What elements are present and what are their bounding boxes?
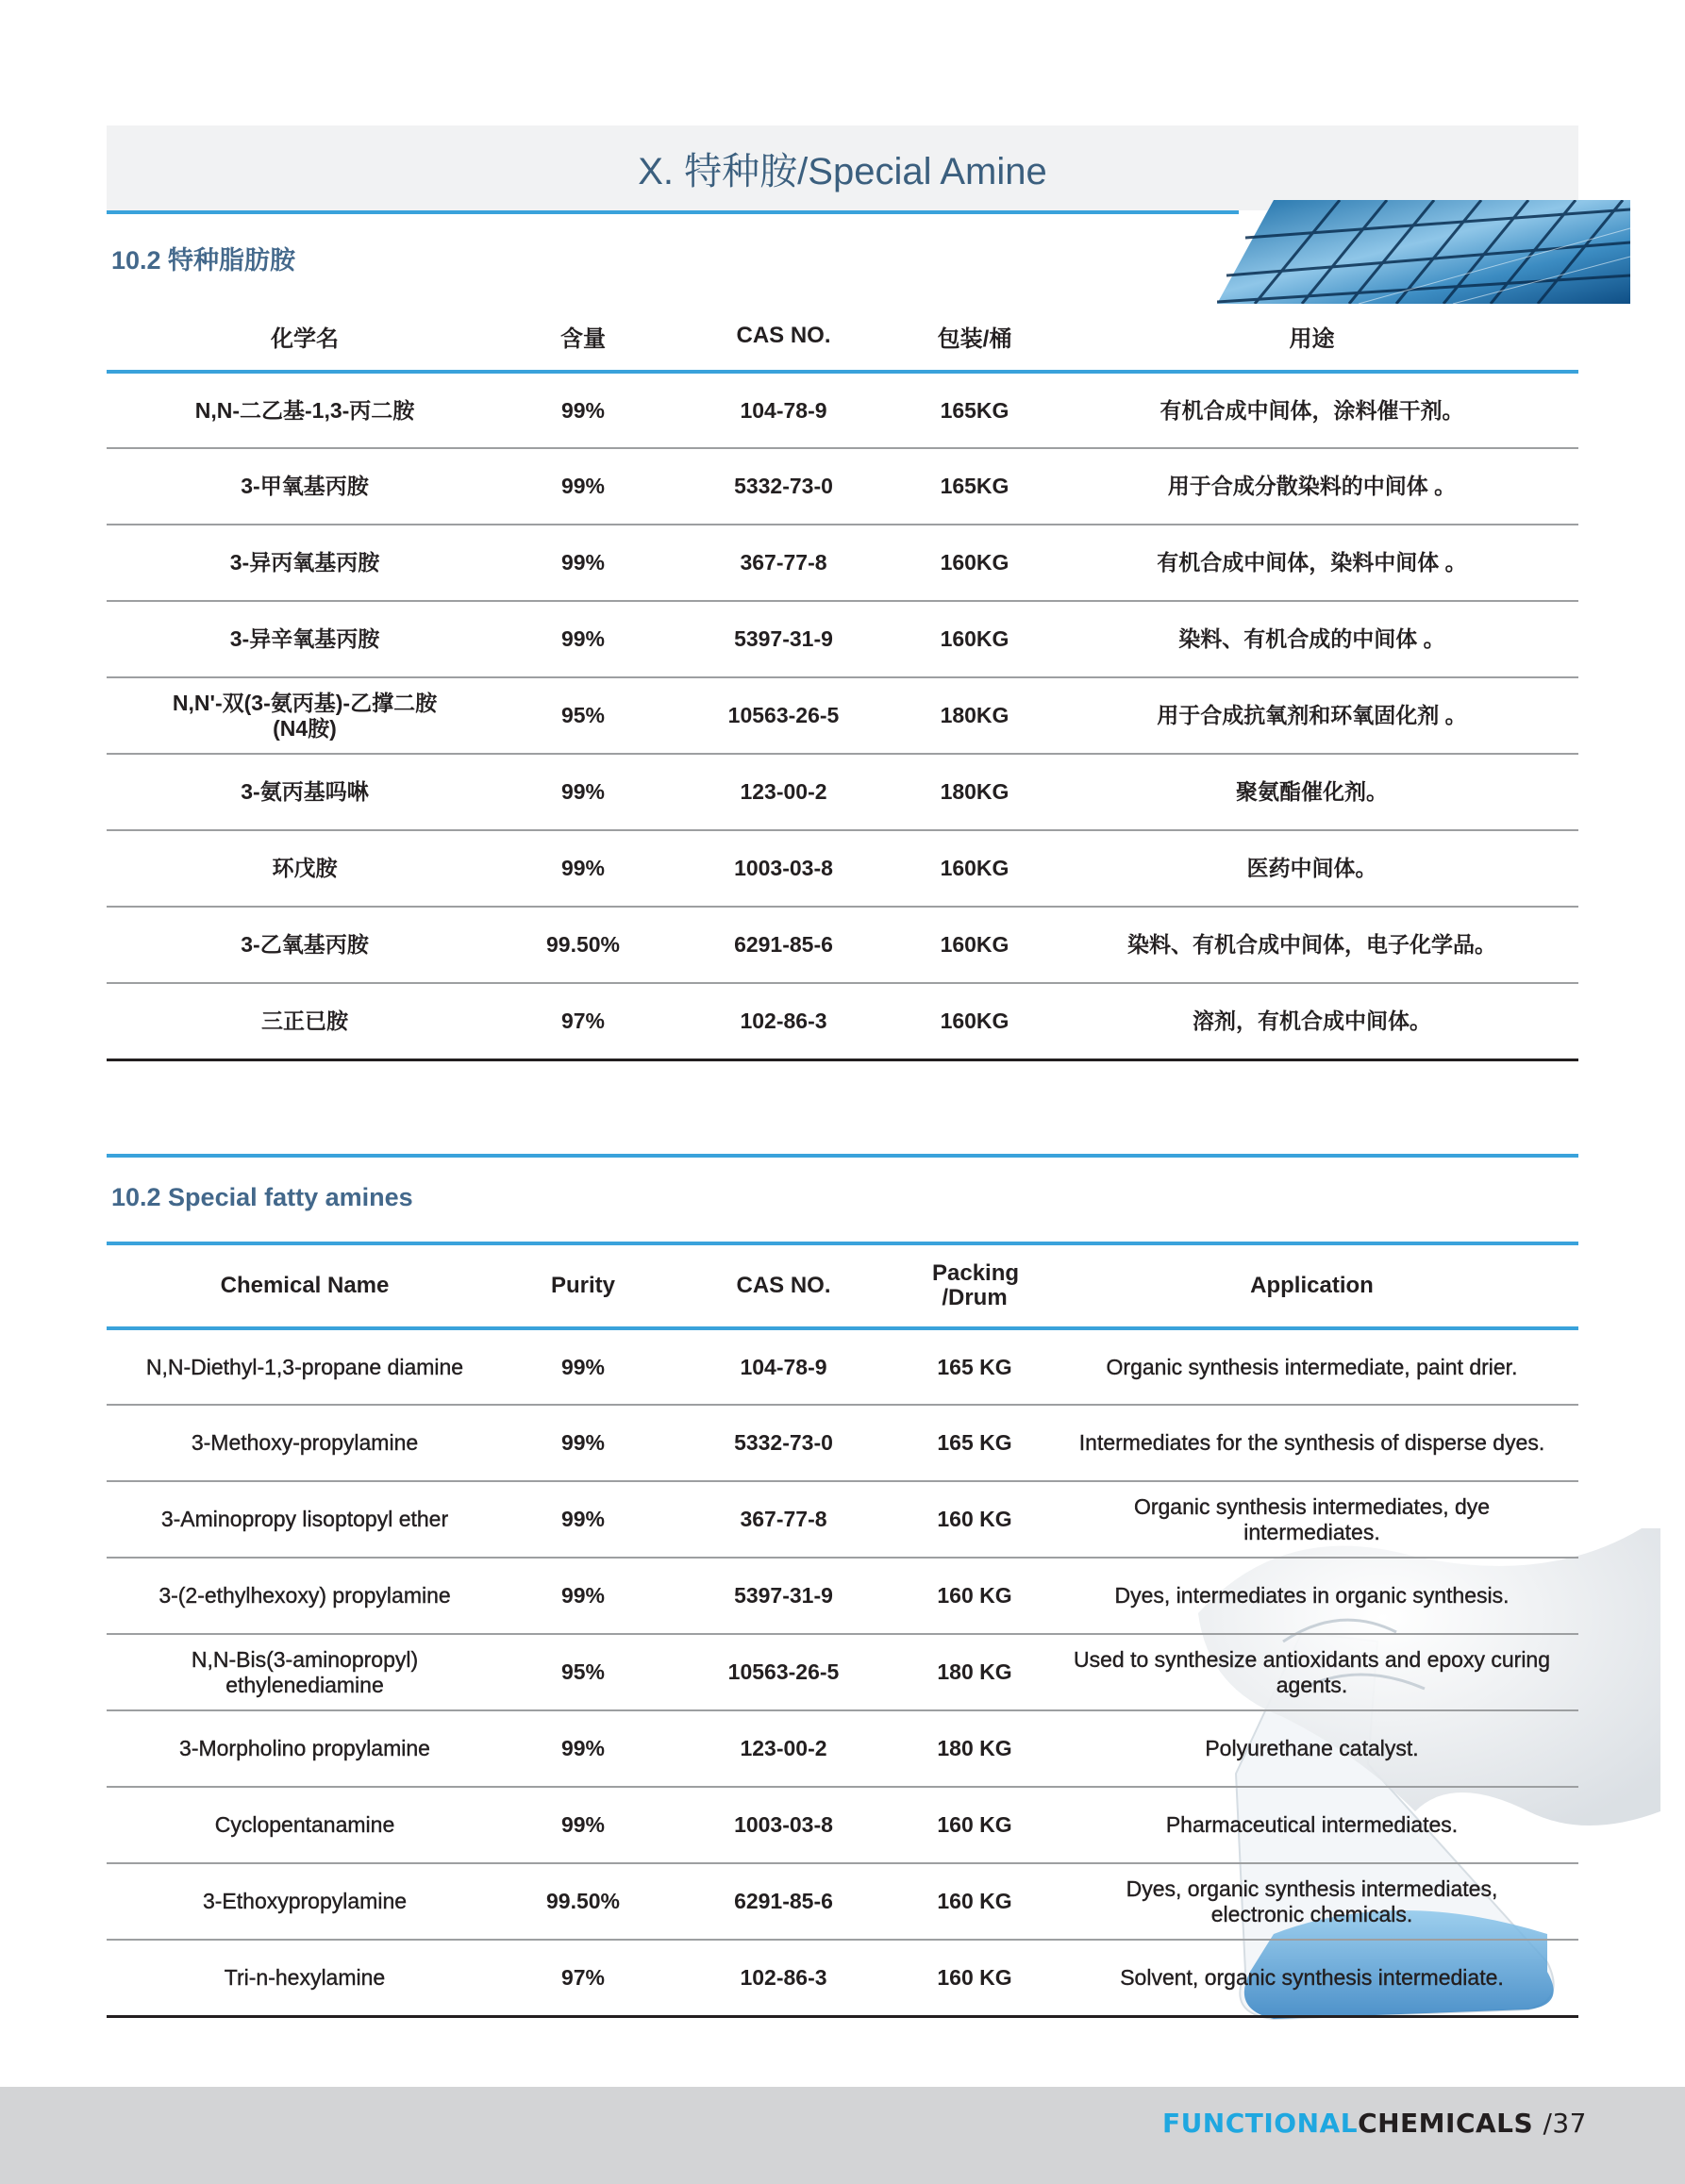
cell-cas: 5397-31-9	[734, 1583, 833, 1608]
cell-name: 3-(2-ethylhexoxy) propylamine	[158, 1583, 451, 1608]
footer-brand	[1162, 2108, 1587, 2139]
cell-name: 环戊胺	[272, 856, 338, 880]
cell-purity: 99%	[560, 1812, 606, 1837]
glass-building-image	[1217, 200, 1630, 304]
cell-application: 医药中间体。	[1246, 856, 1377, 880]
cell-cas: 10563-26-5	[727, 1659, 840, 1684]
section-heading-en: 10.2 Special fatty amines	[111, 1183, 413, 1211]
table-header-row	[107, 1245, 1578, 1328]
page-footer	[0, 2087, 1685, 2184]
page-title: X. 特种胺/Special Amine	[638, 150, 1047, 192]
cell-purity: 99%	[560, 626, 606, 651]
cell-application: 有机合成中间体，涂料催干剂。	[1159, 397, 1464, 423]
cell-application: Intermediates for the synthesis of disperse dyes.	[1078, 1430, 1545, 1455]
table-header-row	[107, 302, 1578, 372]
cell-purity: 99%	[560, 550, 606, 575]
cell-name: N,N'-双(3-氨丙基)-乙撑二胺 (N4胺)	[172, 690, 438, 741]
cell-cas: 367-77-8	[740, 550, 827, 575]
cell-purity: 99%	[560, 1736, 606, 1760]
table-row	[107, 372, 1578, 448]
cell-application: Solvent, organic synthesis intermediate.	[1120, 1964, 1504, 1990]
cell-packing: 160KG	[940, 550, 1009, 575]
cell-cas: 6291-85-6	[734, 932, 833, 957]
cell-purity: 95%	[560, 1659, 606, 1684]
cell-name: 3-异丙氧基丙胺	[229, 550, 380, 575]
col-header-purity: Purity	[550, 1273, 615, 1298]
cell-packing: 180KG	[940, 779, 1009, 804]
cell-name: 3-异辛氧基丙胺	[229, 626, 380, 651]
cell-application: 溶剂，有机合成中间体。	[1193, 1008, 1431, 1033]
cell-packing: 165 KG	[937, 1354, 1012, 1379]
cell-purity: 99%	[560, 1354, 606, 1379]
table-row	[107, 1863, 1578, 1940]
cell-name: 3-Aminopropy lisoptopyl ether	[160, 1507, 449, 1531]
cell-name: Cyclopentanamine	[214, 1812, 395, 1837]
cell-application: 染料、有机合成的中间体 。	[1178, 626, 1445, 651]
cell-purity: 97%	[560, 1964, 606, 1990]
cell-purity: 95%	[560, 703, 606, 727]
cell-cas: 1003-03-8	[734, 856, 833, 880]
cell-name: 3-Methoxy-propylamine	[191, 1430, 419, 1455]
cell-packing: 160 KG	[937, 1889, 1012, 1913]
cell-packing: 180KG	[940, 703, 1009, 727]
table-row	[107, 677, 1578, 754]
cell-application: Used to synthesize antioxidants and epoxy curing agents.	[1073, 1646, 1551, 1697]
cell-cas: 10563-26-5	[727, 703, 840, 727]
table-row	[107, 1787, 1578, 1863]
section-divider	[107, 210, 1239, 214]
table-row	[107, 601, 1578, 677]
cell-application: Organic synthesis intermediate, paint drier.	[1106, 1354, 1518, 1379]
cell-packing: 165 KG	[937, 1430, 1012, 1455]
col-header-application: 用途	[1289, 325, 1335, 352]
cell-purity: 99.50%	[545, 932, 620, 957]
col-header-cas: CAS NO.	[736, 323, 831, 348]
cell-purity: 99.50%	[545, 1889, 620, 1913]
cell-cas: 104-78-9	[740, 397, 827, 423]
col-header-application: Application	[1250, 1273, 1374, 1298]
table-row	[107, 525, 1578, 601]
cell-packing: 160KG	[940, 932, 1009, 957]
table-row	[107, 754, 1578, 830]
brand-chemicals: CHEMICALS	[1358, 2108, 1534, 2139]
table-row	[107, 830, 1578, 907]
cell-packing: 160KG	[940, 1008, 1009, 1033]
cell-packing: 160 KG	[937, 1812, 1012, 1837]
cell-cas: 5332-73-0	[734, 474, 833, 498]
cell-name: 3-乙氧基丙胺	[241, 932, 369, 957]
table-row	[107, 1481, 1578, 1558]
cell-packing: 180 KG	[937, 1736, 1012, 1760]
cell-name: 三正已胺	[261, 1008, 348, 1033]
col-header-name: Chemical Name	[220, 1273, 390, 1298]
cell-name: Tri-n-hexylamine	[224, 1964, 386, 1990]
table-row	[107, 448, 1578, 525]
section-heading-cn: 10.2 特种脂肪胺	[111, 246, 296, 275]
col-header-name: 化学名	[271, 325, 339, 352]
cell-packing: 160KG	[940, 626, 1009, 651]
product-table-cn	[107, 302, 1578, 1061]
cell-packing: 160 KG	[937, 1583, 1012, 1608]
cell-name: 3-Morpholino propylamine	[179, 1736, 430, 1760]
cell-application: Dyes, intermediates in organic synthesis.	[1114, 1583, 1510, 1608]
cell-cas: 102-86-3	[740, 1008, 827, 1033]
table-row	[107, 1328, 1578, 1405]
cell-cas: 104-78-9	[740, 1354, 827, 1379]
cell-name: 3-氨丙基吗啉	[241, 779, 369, 804]
table-row	[107, 1940, 1578, 2016]
cell-application: Polyurethane catalyst.	[1205, 1736, 1419, 1760]
cell-name: N,N-Bis(3-aminopropyl) ethylenediamine	[191, 1646, 419, 1697]
cell-cas: 1003-03-8	[734, 1812, 833, 1837]
col-header-purity: 含量	[560, 325, 606, 352]
cell-application: Organic synthesis intermediates, dye intermediates.	[1133, 1493, 1491, 1544]
cell-application: 用于合成抗氧剂和环氧固化剂 。	[1157, 703, 1467, 727]
table-row	[107, 1558, 1578, 1634]
cell-purity: 99%	[560, 779, 606, 804]
cell-purity: 99%	[560, 397, 606, 423]
cell-packing: 165KG	[940, 397, 1009, 423]
product-table-en	[107, 1245, 1578, 2018]
title-bar	[107, 125, 1578, 210]
cell-name: N,N-Diethyl-1,3-propane diamine	[145, 1354, 464, 1379]
cell-purity: 99%	[560, 474, 606, 498]
section-divider	[107, 1154, 1578, 1158]
page-number: /37	[1543, 2108, 1587, 2139]
cell-application: 聚氨酯催化剂。	[1236, 779, 1388, 804]
cell-cas: 5397-31-9	[734, 626, 833, 651]
brand-functional: FUNCTIONAL	[1161, 2108, 1359, 2139]
cell-packing: 180 KG	[937, 1659, 1012, 1684]
table-row	[107, 983, 1578, 1059]
cell-cas: 5332-73-0	[734, 1430, 833, 1455]
table-row	[107, 1405, 1578, 1481]
cell-purity: 99%	[560, 1507, 606, 1531]
table-row	[107, 1634, 1578, 1710]
cell-cas: 123-00-2	[740, 1736, 827, 1760]
col-header-packing: Packing /Drum	[932, 1260, 1020, 1310]
cell-name: 3-Ethoxypropylamine	[202, 1889, 408, 1913]
table-row	[107, 1710, 1578, 1787]
cell-cas: 6291-85-6	[734, 1889, 833, 1913]
cell-packing: 165KG	[940, 474, 1009, 498]
cell-purity: 99%	[560, 856, 606, 880]
cell-cas: 367-77-8	[740, 1507, 827, 1531]
cell-purity: 99%	[560, 1430, 606, 1455]
cell-cas: 102-86-3	[740, 1964, 827, 1990]
cell-application: 有机合成中间体，染料中间体 。	[1157, 550, 1467, 575]
cell-name: 3-甲氧基丙胺	[241, 474, 369, 498]
col-header-cas: CAS NO.	[736, 1273, 831, 1298]
cell-name: N,N-二乙基-1,3-丙二胺	[194, 397, 415, 423]
cell-application: Pharmaceutical intermediates.	[1165, 1812, 1459, 1837]
cell-purity: 97%	[560, 1008, 606, 1033]
cell-application: Dyes, organic synthesis intermediates, electronic chemicals.	[1126, 1876, 1498, 1926]
col-header-packing: 包装/桶	[937, 325, 1012, 352]
cell-cas: 123-00-2	[740, 779, 827, 804]
cell-packing: 160 KG	[937, 1507, 1012, 1531]
cell-application: 染料、有机合成中间体，电子化学品。	[1127, 932, 1496, 957]
cell-packing: 160 KG	[937, 1964, 1012, 1990]
cell-packing: 160KG	[940, 856, 1009, 880]
cell-purity: 99%	[560, 1583, 606, 1608]
cell-application: 用于合成分散染料的中间体 。	[1167, 474, 1457, 498]
table-row	[107, 907, 1578, 983]
